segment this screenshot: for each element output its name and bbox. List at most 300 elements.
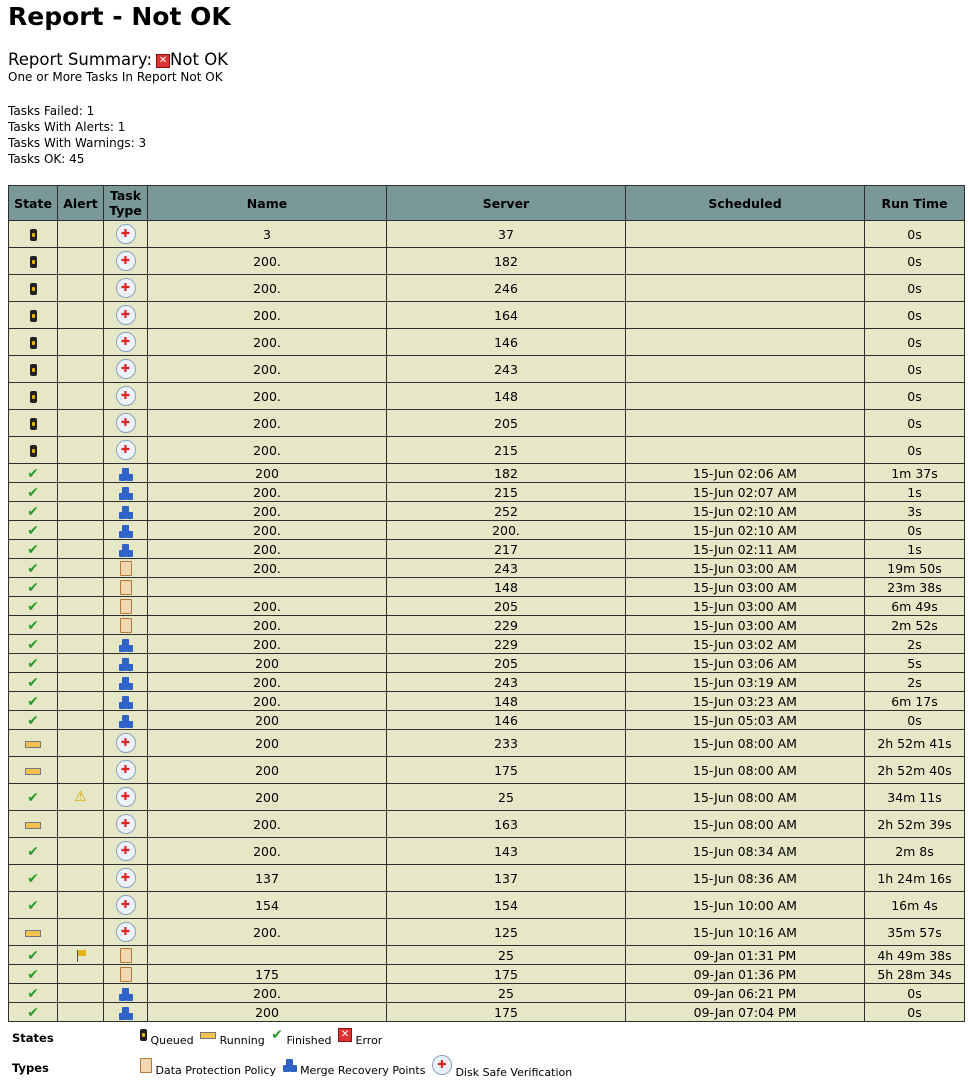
col-header-scheduled[interactable]: Scheduled: [626, 186, 865, 221]
error-icon: ✕: [338, 1028, 352, 1042]
cell-server: 182: [387, 248, 626, 275]
cell-type: [104, 984, 148, 1003]
cell-server: 246: [387, 275, 626, 302]
cell-runtime: 0s: [865, 302, 965, 329]
cell-alert: [58, 811, 104, 838]
cell-alert: [58, 302, 104, 329]
finished-check-icon: ✔: [27, 522, 39, 539]
finished-check-icon: ✔: [27, 541, 39, 558]
table-row[interactable]: [9, 502, 965, 521]
cell-runtime: 2s: [865, 635, 965, 654]
finished-check-icon: ✔: [27, 1004, 39, 1021]
finished-check-icon: ✔: [27, 897, 39, 914]
cell-state: [9, 757, 58, 784]
table-row[interactable]: [9, 410, 965, 437]
table-row[interactable]: [9, 673, 965, 692]
cell-alert: [58, 946, 104, 965]
flag-icon: [76, 950, 86, 962]
cell-server: 205: [387, 654, 626, 673]
legend-running: Running: [219, 1034, 265, 1047]
disk-safe-verification-icon: [116, 278, 136, 298]
cell-name: 175: [148, 965, 387, 984]
cell-runtime: 34m 11s: [865, 784, 965, 811]
cell-state: [9, 635, 58, 654]
table-row[interactable]: [9, 784, 965, 811]
cell-server: 215: [387, 483, 626, 502]
col-header-run-time[interactable]: Run Time: [865, 186, 965, 221]
cell-name: 154: [148, 892, 387, 919]
table-row[interactable]: [9, 540, 965, 559]
cell-server: 146: [387, 711, 626, 730]
cell-alert: [58, 329, 104, 356]
cell-type: [104, 965, 148, 984]
cell-state: [9, 578, 58, 597]
table-row[interactable]: [9, 946, 965, 965]
queued-icon: [30, 391, 37, 403]
cell-server: 200.: [387, 521, 626, 540]
cell-state: [9, 711, 58, 730]
data-protection-policy-icon: [120, 967, 132, 982]
merge-recovery-points-icon: [119, 468, 133, 481]
cell-server: 205: [387, 597, 626, 616]
cell-scheduled: 09-Jan 01:31 PM: [626, 946, 865, 965]
table-row[interactable]: [9, 248, 965, 275]
cell-server: 215: [387, 437, 626, 464]
cell-type: [104, 673, 148, 692]
cell-scheduled: 15-Jun 08:00 AM: [626, 811, 865, 838]
finished-check-icon: ✔: [27, 465, 39, 482]
table-row[interactable]: [9, 892, 965, 919]
disk-safe-verification-icon: [116, 922, 136, 942]
cell-state: [9, 692, 58, 711]
cell-server: 146: [387, 329, 626, 356]
table-row[interactable]: [9, 711, 965, 730]
cell-scheduled: [626, 221, 865, 248]
table-row[interactable]: [9, 559, 965, 578]
merge-recovery-points-icon: [119, 658, 133, 671]
cell-scheduled: 15-Jun 03:19 AM: [626, 673, 865, 692]
cell-type: [104, 654, 148, 673]
cell-server: 25: [387, 984, 626, 1003]
cell-runtime: 4h 49m 38s: [865, 946, 965, 965]
cell-type: [104, 275, 148, 302]
cell-state: [9, 383, 58, 410]
disk-safe-verification-icon: [116, 386, 136, 406]
cell-scheduled: 15-Jun 08:00 AM: [626, 757, 865, 784]
cell-server: 229: [387, 635, 626, 654]
table-row[interactable]: [9, 329, 965, 356]
cell-server: 125: [387, 919, 626, 946]
cell-alert: [58, 838, 104, 865]
cell-runtime: 2m 8s: [865, 838, 965, 865]
page-title: Report - Not OK: [8, 2, 231, 31]
table-row[interactable]: [9, 692, 965, 711]
cell-alert: [58, 919, 104, 946]
cell-state: [9, 221, 58, 248]
queued-icon: [30, 445, 37, 457]
cell-state: [9, 502, 58, 521]
cell-alert: [58, 616, 104, 635]
cell-type: [104, 692, 148, 711]
cell-state: [9, 410, 58, 437]
cell-server: 37: [387, 221, 626, 248]
cell-name: 200.: [148, 483, 387, 502]
table-row[interactable]: [9, 356, 965, 383]
table-row[interactable]: [9, 757, 965, 784]
cell-runtime: 2h 52m 40s: [865, 757, 965, 784]
cell-scheduled: 09-Jan 01:36 PM: [626, 965, 865, 984]
tasks-ok-count: Tasks OK: 45: [8, 152, 85, 166]
table-row[interactable]: [9, 730, 965, 757]
cell-runtime: 0s: [865, 410, 965, 437]
disk-safe-verification-icon: [116, 305, 136, 325]
table-row[interactable]: [9, 635, 965, 654]
cell-alert: [58, 730, 104, 757]
cell-type: [104, 711, 148, 730]
cell-state: [9, 521, 58, 540]
cell-state: [9, 356, 58, 383]
cell-type: [104, 483, 148, 502]
finished-check-icon: ✔: [271, 1027, 283, 1043]
table-row[interactable]: [9, 811, 965, 838]
disk-safe-verification-icon: [116, 440, 136, 460]
table-row[interactable]: [9, 865, 965, 892]
cell-type: [104, 521, 148, 540]
cell-scheduled: 15-Jun 03:00 AM: [626, 578, 865, 597]
queued-icon: [30, 418, 37, 430]
cell-name: 200: [148, 1003, 387, 1022]
cell-runtime: 0s: [865, 329, 965, 356]
cell-alert: [58, 483, 104, 502]
running-icon: [200, 1032, 216, 1039]
table-row[interactable]: [9, 654, 965, 673]
cell-alert: [58, 248, 104, 275]
merge-recovery-points-icon: [119, 544, 133, 557]
data-protection-policy-icon: [120, 599, 132, 614]
merge-recovery-points-icon: [119, 988, 133, 1001]
cell-alert: [58, 784, 104, 811]
finished-check-icon: ✔: [27, 674, 39, 691]
table-row[interactable]: [9, 838, 965, 865]
cell-type: [104, 597, 148, 616]
cell-type: [104, 616, 148, 635]
cell-type: [104, 635, 148, 654]
cell-server: 148: [387, 578, 626, 597]
merge-recovery-points-icon: [119, 525, 133, 538]
cell-state: [9, 1003, 58, 1022]
cell-type: [104, 302, 148, 329]
legend-data-protection-policy: Data Protection Policy: [155, 1064, 277, 1077]
cell-alert: [58, 597, 104, 616]
cell-server: 25: [387, 946, 626, 965]
cell-type: [104, 464, 148, 483]
cell-name: 137: [148, 865, 387, 892]
cell-name: 200.: [148, 356, 387, 383]
summary-detail: One or More Tasks In Report Not OK: [8, 70, 223, 84]
cell-server: 243: [387, 673, 626, 692]
cell-type: [104, 784, 148, 811]
cell-scheduled: 15-Jun 08:00 AM: [626, 730, 865, 757]
report-summary-heading: [8, 50, 228, 69]
cell-runtime: 0s: [865, 383, 965, 410]
cell-name: 200.: [148, 919, 387, 946]
disk-safe-verification-icon: [116, 814, 136, 834]
cell-scheduled: 15-Jun 10:16 AM: [626, 919, 865, 946]
col-header-name[interactable]: Name: [148, 186, 387, 221]
table-row[interactable]: [9, 483, 965, 502]
cell-state: [9, 248, 58, 275]
cell-name: 200.: [148, 559, 387, 578]
cell-name: 200.: [148, 329, 387, 356]
cell-name: 200.: [148, 616, 387, 635]
queued-icon: [30, 283, 37, 295]
cell-server: 164: [387, 302, 626, 329]
cell-type: [104, 559, 148, 578]
cell-scheduled: 15-Jun 08:36 AM: [626, 865, 865, 892]
cell-scheduled: 15-Jun 02:06 AM: [626, 464, 865, 483]
cell-type: [104, 892, 148, 919]
table-row[interactable]: [9, 464, 965, 483]
cell-alert: [58, 673, 104, 692]
cell-alert: [58, 464, 104, 483]
tasks-alerts-count: Tasks With Alerts: 1: [8, 120, 126, 134]
cell-type: [104, 410, 148, 437]
cell-server: 143: [387, 838, 626, 865]
cell-runtime: 19m 50s: [865, 559, 965, 578]
task-counts: [8, 103, 146, 167]
cell-type: [104, 383, 148, 410]
cell-state: [9, 329, 58, 356]
tasks-warnings-count: Tasks With Warnings: 3: [8, 136, 147, 150]
cell-state: [9, 919, 58, 946]
table-row[interactable]: [9, 597, 965, 616]
disk-safe-verification-icon: [116, 332, 136, 352]
cell-scheduled: 09-Jan 07:04 PM: [626, 1003, 865, 1022]
queued-icon: [30, 337, 37, 349]
merge-recovery-points-icon: [119, 677, 133, 690]
summary-status: Not OK: [170, 50, 229, 69]
cell-type: [104, 502, 148, 521]
merge-recovery-points-icon: [283, 1059, 297, 1072]
table-row[interactable]: [9, 578, 965, 597]
cell-name: 200: [148, 654, 387, 673]
finished-check-icon: ✔: [27, 947, 39, 964]
cell-name: 200: [148, 711, 387, 730]
cell-alert: [58, 635, 104, 654]
legend-states: [12, 1027, 383, 1047]
cell-alert: [58, 502, 104, 521]
table-row[interactable]: [9, 302, 965, 329]
col-header-task-type[interactable]: Task Type: [104, 186, 148, 221]
cell-scheduled: [626, 302, 865, 329]
cell-name: 200.: [148, 984, 387, 1003]
cell-scheduled: [626, 329, 865, 356]
cell-state: [9, 984, 58, 1003]
legend-disk-safe-verification: Disk Safe Verification: [455, 1066, 573, 1079]
finished-check-icon: ✔: [27, 617, 39, 634]
disk-safe-verification-icon: [432, 1055, 452, 1075]
cell-state: [9, 275, 58, 302]
cell-name: 3: [148, 221, 387, 248]
cell-server: 243: [387, 559, 626, 578]
disk-safe-verification-icon: [116, 868, 136, 888]
data-protection-policy-icon: [120, 618, 132, 633]
cell-state: [9, 673, 58, 692]
cell-server: 163: [387, 811, 626, 838]
cell-name: [148, 578, 387, 597]
cell-state: [9, 838, 58, 865]
cell-name: 200.: [148, 811, 387, 838]
merge-recovery-points-icon: [119, 487, 133, 500]
cell-scheduled: 15-Jun 02:10 AM: [626, 521, 865, 540]
cell-runtime: 6m 49s: [865, 597, 965, 616]
data-protection-policy-icon: [140, 1058, 152, 1073]
cell-state: [9, 811, 58, 838]
finished-check-icon: ✔: [27, 712, 39, 729]
cell-type: [104, 221, 148, 248]
finished-check-icon: ✔: [27, 693, 39, 710]
finished-check-icon: ✔: [27, 579, 39, 596]
cell-type: [104, 838, 148, 865]
cell-scheduled: 15-Jun 08:00 AM: [626, 784, 865, 811]
cell-server: 243: [387, 356, 626, 383]
table-row[interactable]: [9, 919, 965, 946]
cell-alert: [58, 410, 104, 437]
cell-scheduled: 15-Jun 03:06 AM: [626, 654, 865, 673]
cell-alert: [58, 521, 104, 540]
data-protection-policy-icon: [120, 580, 132, 595]
cell-runtime: 5s: [865, 654, 965, 673]
queued-icon: [140, 1029, 147, 1041]
running-icon: [25, 930, 41, 937]
running-icon: [25, 822, 41, 829]
legend-queued: Queued: [150, 1034, 194, 1047]
table-row[interactable]: [9, 437, 965, 464]
cell-name: 200.: [148, 692, 387, 711]
cell-scheduled: [626, 437, 865, 464]
data-protection-policy-icon: [120, 948, 132, 963]
cell-scheduled: 15-Jun 08:34 AM: [626, 838, 865, 865]
running-icon: [25, 768, 41, 775]
legend-types: [12, 1061, 573, 1079]
cell-server: 182: [387, 464, 626, 483]
cell-state: [9, 892, 58, 919]
cell-scheduled: 15-Jun 02:10 AM: [626, 502, 865, 521]
warning-icon: ⚠: [74, 789, 87, 806]
cell-alert: [58, 559, 104, 578]
cell-alert: [58, 1003, 104, 1022]
merge-recovery-points-icon: [119, 506, 133, 519]
disk-safe-verification-icon: [116, 895, 136, 915]
table-row[interactable]: [9, 1003, 965, 1022]
cell-scheduled: 15-Jun 02:07 AM: [626, 483, 865, 502]
cell-scheduled: 15-Jun 03:02 AM: [626, 635, 865, 654]
table-row[interactable]: [9, 521, 965, 540]
disk-safe-verification-icon: [116, 841, 136, 861]
cell-alert: [58, 711, 104, 730]
legend-merge-recovery-points: Merge Recovery Points: [300, 1064, 426, 1077]
disk-safe-verification-icon: [116, 413, 136, 433]
cell-state: [9, 616, 58, 635]
cell-alert: [58, 540, 104, 559]
table-row[interactable]: [9, 383, 965, 410]
cell-state: [9, 302, 58, 329]
cell-server: 137: [387, 865, 626, 892]
merge-recovery-points-icon: [119, 1007, 133, 1020]
legend-error: Error: [355, 1034, 383, 1047]
cell-type: [104, 757, 148, 784]
data-protection-policy-icon: [120, 561, 132, 576]
table-row[interactable]: [9, 221, 965, 248]
cell-type: [104, 919, 148, 946]
cell-runtime: 2m 52s: [865, 616, 965, 635]
cell-type: [104, 437, 148, 464]
disk-safe-verification-icon: [116, 224, 136, 244]
cell-server: 217: [387, 540, 626, 559]
cell-state: [9, 730, 58, 757]
cell-name: 200.: [148, 248, 387, 275]
cell-scheduled: 15-Jun 03:00 AM: [626, 597, 865, 616]
cell-alert: [58, 965, 104, 984]
legend-states-label: States: [12, 1031, 54, 1045]
cell-runtime: 0s: [865, 356, 965, 383]
cell-alert: [58, 356, 104, 383]
cell-name: 200.: [148, 437, 387, 464]
table-row[interactable]: [9, 616, 965, 635]
queued-icon: [30, 364, 37, 376]
cell-scheduled: 15-Jun 03:23 AM: [626, 692, 865, 711]
cell-name: 200.: [148, 502, 387, 521]
col-header-server[interactable]: Server: [387, 186, 626, 221]
finished-check-icon: ✔: [27, 636, 39, 653]
cell-server: 233: [387, 730, 626, 757]
cell-name: 200.: [148, 673, 387, 692]
cell-runtime: 0s: [865, 1003, 965, 1022]
table-row[interactable]: [9, 275, 965, 302]
queued-icon: [30, 229, 37, 241]
cell-runtime: 0s: [865, 221, 965, 248]
cell-type: [104, 811, 148, 838]
cell-type: [104, 865, 148, 892]
cell-alert: [58, 437, 104, 464]
cell-name: 200.: [148, 635, 387, 654]
cell-state: [9, 597, 58, 616]
cell-runtime: 1m 37s: [865, 464, 965, 483]
cell-state: [9, 784, 58, 811]
cell-runtime: 1s: [865, 483, 965, 502]
cell-runtime: 35m 57s: [865, 919, 965, 946]
col-header-state[interactable]: State: [9, 186, 58, 221]
cell-server: 148: [387, 692, 626, 711]
cell-server: 175: [387, 757, 626, 784]
table-row[interactable]: [9, 965, 965, 984]
col-header-alert[interactable]: Alert: [58, 186, 104, 221]
cell-alert: [58, 383, 104, 410]
cell-type: [104, 329, 148, 356]
cell-runtime: 0s: [865, 437, 965, 464]
cell-runtime: 0s: [865, 248, 965, 275]
error-icon: ✕: [156, 54, 170, 68]
cell-scheduled: [626, 275, 865, 302]
cell-alert: [58, 757, 104, 784]
cell-name: 200: [148, 757, 387, 784]
finished-check-icon: ✔: [27, 843, 39, 860]
cell-scheduled: 15-Jun 05:03 AM: [626, 711, 865, 730]
cell-state: [9, 865, 58, 892]
cell-server: 175: [387, 1003, 626, 1022]
cell-state: [9, 437, 58, 464]
table-row[interactable]: [9, 984, 965, 1003]
